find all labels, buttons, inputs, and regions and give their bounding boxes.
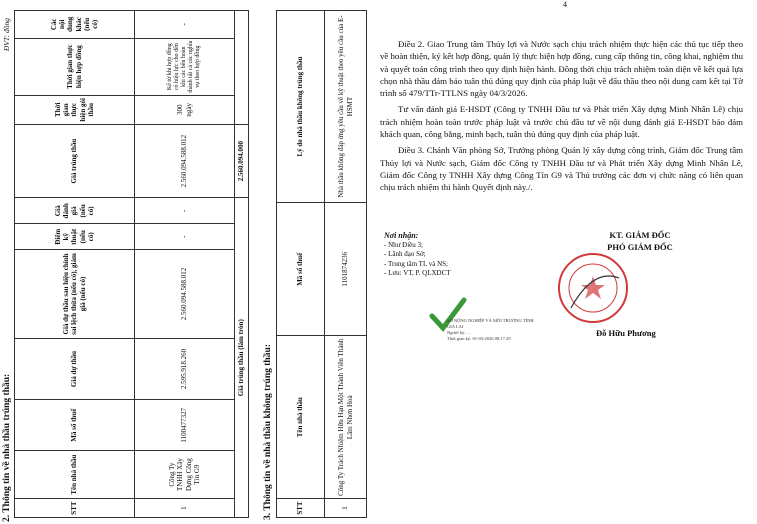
th-name: Tên nhà thầu	[15, 451, 135, 499]
cell: 300 ngày	[135, 95, 235, 124]
th-eval: Giá đánh giá (nếu có)	[15, 198, 135, 224]
dieu3-text: Điều 3. Chánh Văn phòng Sở, Trưởng phòng Quản lý xây dựng công trình, Giám đốc Trung tâm Thủy lợi và Nước sạch, Giám đốc Công ty TNHH Đầu tư và Phát triển Xây dựng Minh Nhân Lê, Giám đốc Công ty TNHH Xây dựng Công Tín G9 và Thủ trưởng các đơn vị chức năng có liên quan chịu trách nhiệm thi hành Quyết định này./.	[380, 145, 743, 193]
signer-name: Đỗ Hữu Phương	[596, 328, 656, 338]
unit-label: ĐVT: đồng	[2, 18, 11, 52]
red-stamp-icon	[553, 248, 633, 328]
cell: Công Ty Trách Nhiệm Hữu Hạn Một Thành Viên Thành Lâm Nhơn Hoà	[325, 336, 367, 499]
esig-line: GIA LAI	[447, 324, 464, 329]
total-value: 2.560.094.000	[235, 124, 249, 198]
esig-line: Người ký: …	[447, 330, 472, 335]
cell: Nhà thầu không đáp ứng yêu cầu về kỹ thuật theo yêu cầu của E-HSMT	[325, 11, 367, 203]
table-row	[325, 11, 367, 518]
list-item: - Trung tâm TL và NS;	[384, 259, 448, 268]
cell: -	[135, 224, 235, 250]
esig-line: SỞ NÔNG NGHIỆP VÀ MÔI TRƯỜNG TỈNH	[447, 318, 534, 323]
total-row	[235, 11, 249, 518]
th-winning: Giá trúng thầu	[15, 124, 135, 198]
article-2	[380, 38, 743, 194]
para2-text: Tư vấn đánh giá E-HSDT (Công ty TNHH Đầu tư và Phát triển Xây dựng Minh Nhân Lê) chịu trách nhiệm hoàn toàn trước pháp luật và trước chủ đầu tư về nội dung đánh giá E-HSDT bảo đảm khách quan, công bằng, minh bạch, tuân thủ đúng quy định của pháp luật.	[380, 104, 743, 140]
th2-name: Tên nhà thầu	[277, 336, 325, 499]
rotated-tables-area	[0, 0, 375, 524]
list-item: - Lãnh đạo Sở;	[384, 250, 426, 258]
total-label: Giá trúng thầu (làm tròn)	[235, 198, 249, 518]
dieu2-text: Điều 2. Giao Trung tâm Thủy lợi và Nước sạch chịu trách nhiệm thực hiện các thủ tục tiếp theo về hoàn thiện, ký kết hợp đồng, quản lý thực hiện hợp đồng, cung cấp thông tin, công khai, nghiệm thu và quyết toán công trình theo quy định hiện hành. Đồng thời chịu trách nhiệm toàn diện về kết quả lựa chọn nhà thầu đảm bảo tuân thủ đúng quy định của pháp luật về đấu thầu theo nội dung cam kết tại Tờ trình số 479/TTr-TTLNS ngày 04/3/2026.	[380, 39, 743, 99]
table-row	[135, 11, 235, 518]
digital-signature-info	[447, 318, 534, 342]
th2-tax: Mã số thuế	[277, 203, 325, 336]
th-stt: STT	[15, 499, 135, 518]
loser-table	[276, 10, 367, 518]
th-contract: Thời gian thực hiện hợp đồng	[15, 38, 135, 95]
recipients-title: Nơi nhận:	[384, 231, 419, 240]
list-item: - Như Điều 3;	[384, 240, 423, 249]
esig-line: Thời gian ký: 01-03-2026 08:17:29	[447, 336, 511, 341]
cell: 1	[325, 499, 367, 518]
cell: 2.595.918.260	[135, 338, 235, 400]
sign-line1: KT. GIÁM ĐỐC	[609, 230, 671, 240]
section3-title: 3. Thông tin về nhà thầu không trúng thầu:	[263, 344, 273, 520]
th-tech: Điểm kỹ thuật (nếu có)	[15, 224, 135, 250]
sign-line2: PHÓ GIÁM ĐỐC	[607, 242, 673, 252]
cell: -	[135, 198, 235, 224]
list-item: - Lưu: VT, P. QLXDCT	[384, 269, 451, 277]
cell: 1100477327	[135, 400, 235, 451]
cell: -	[135, 11, 235, 39]
winner-table	[14, 10, 249, 518]
cell: Kể từ khi hợp đồng có hiệu lực cho đến khi các bên hoàn thành tất cả các nghĩa vụ theo hợp đồng	[135, 38, 235, 95]
cell: 2.560.094.588.012	[135, 124, 235, 198]
th2-stt: STT	[277, 499, 325, 518]
section2-title: 2. Thông tin về nhà thầu trúng thầu:	[2, 373, 12, 522]
cell: 1101874236	[325, 203, 367, 336]
th-other: Các nội dung khác (nếu có)	[15, 11, 135, 39]
th-bid: Giá dự thầu	[15, 338, 135, 400]
th-adjusted: Giá dự thầu sau hiệu chỉnh sai lệch thừa (nếu có), giảm giá (nếu có)	[15, 250, 135, 339]
th2-reason: Lý do nhà thầu không trúng thầu	[277, 11, 325, 203]
cell: 1	[135, 499, 235, 518]
th-duration: Thời gian thực hiện gói thầu	[15, 95, 135, 124]
recipients-block	[384, 231, 451, 279]
th-tax: Mã số thuế	[15, 400, 135, 451]
page-number: 4	[563, 0, 567, 9]
cell: Công Ty TNHH Xây Dựng Công Tín G9	[135, 451, 235, 499]
cell: 2.560.094.588.012	[135, 250, 235, 339]
